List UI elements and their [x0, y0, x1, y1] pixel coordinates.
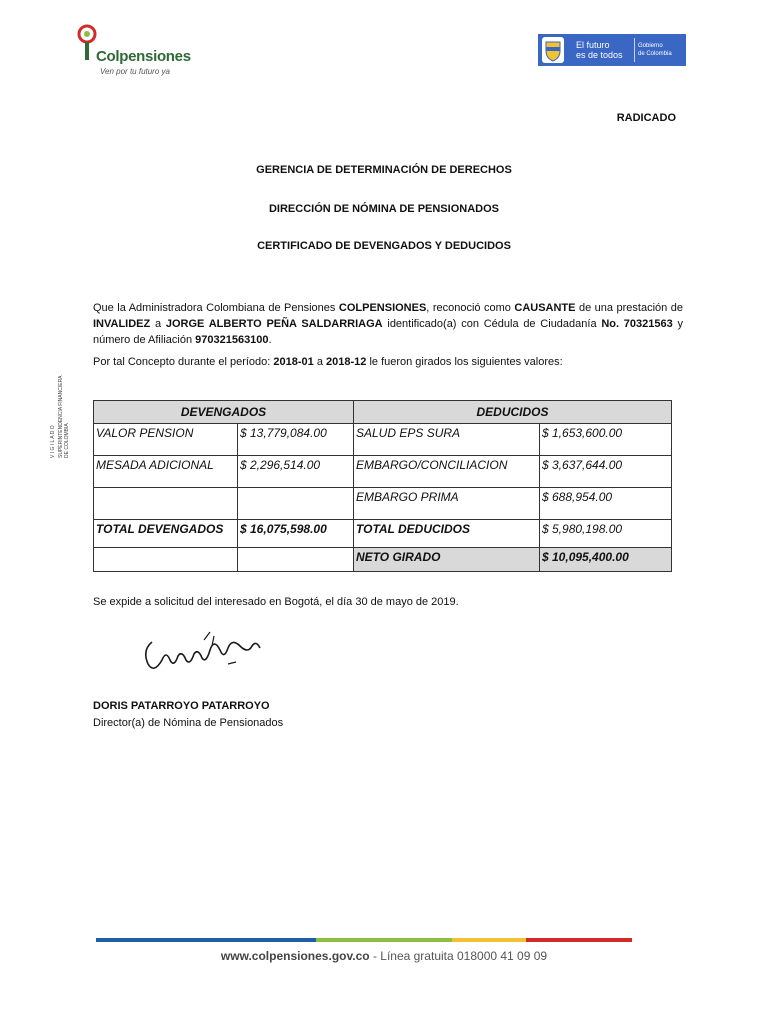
footer-phone: - Línea gratuita 018000 41 09 09	[369, 949, 548, 963]
ded-label: SALUD EPS SURA	[354, 424, 540, 456]
entity-name: COLPENSIONES	[338, 302, 427, 314]
beneficiary-name: JORGE ALBERTO PEÑA SALDARRIAGA	[165, 318, 383, 330]
dev-label	[94, 488, 238, 520]
coat-of-arms-icon	[542, 37, 564, 63]
certification-paragraph: Que la Administradora Colombiana de Pensiones COLPENSIONES, reconoció como CAUSANTE de una prestación de INVALIDEZ a JORGE ALBERTO PEÑA SALDARRIAGA identificado(a) con Cédula de Ciudadanía No. 70321563 y número de Afiliación 970321563100.	[93, 302, 684, 346]
period-end: 2018-12	[326, 356, 367, 368]
document-number: No. 70321563	[601, 318, 673, 330]
period-paragraph: Por tal Concepto durante el período: 2018-01 a 2018-12 le fueron girados los siguientes valores:	[93, 356, 563, 368]
signature-image	[140, 620, 270, 680]
affiliation-number: 970321563100	[195, 334, 269, 346]
empty-cell	[238, 548, 354, 572]
heading-gerencia: GERENCIA DE DETERMINACIÓN DE DERECHOS	[256, 164, 512, 176]
dev-value: $ 2,296,514.00	[238, 456, 354, 488]
heading-certificado: CERTIFICADO DE DEVENGADOS Y DEDUCIDOS	[257, 240, 511, 252]
brand-name: Colpensiones	[96, 48, 191, 65]
total-deducidos-value: $ 5,980,198.00	[540, 520, 672, 548]
neto-girado-label: NETO GIRADO	[354, 548, 540, 572]
period-start: 2018-01	[273, 356, 314, 368]
vigilado-stamp: V I G I L A D O SUPERINTENDENCIA FINANCIERA DE COLOMBIA	[50, 375, 70, 458]
table-header-row	[94, 401, 672, 424]
heading-direccion: DIRECCIÓN DE NÓMINA DE PENSIONADOS	[268, 203, 499, 215]
brand-tagline: Ven por tu futuro ya	[100, 67, 170, 76]
issued-statement: Se expide a solicitud del interesado en Bogotá, el día 30 de mayo de 2019.	[93, 596, 459, 608]
total-devengados-label: TOTAL DEVENGADOS	[94, 520, 238, 548]
table-row-totals	[94, 520, 672, 548]
dev-value: $ 13,779,084.00	[238, 424, 354, 456]
empty-cell	[94, 548, 238, 572]
table-row-neto	[94, 548, 672, 572]
pension-type: INVALIDEZ	[93, 318, 151, 330]
colpensiones-mark-icon	[76, 24, 98, 62]
role-causante: CAUSANTE	[514, 302, 576, 314]
dev-label: MESADA ADICIONAL	[94, 456, 238, 488]
neto-girado-value: $ 10,095,400.00	[540, 548, 672, 572]
ded-value: $ 1,653,600.00	[540, 424, 672, 456]
ded-label: EMBARGO PRIMA	[354, 488, 540, 520]
radicado-label: RADICADO	[616, 112, 676, 124]
gov-name: Gobierno de Colombia	[638, 43, 672, 57]
gov-slogan: El futuro es de todos	[576, 40, 623, 60]
table-row	[94, 424, 672, 456]
devengados-deducidos-table	[93, 400, 672, 572]
signer-title: Director(a) de Nómina de Pensionados	[93, 717, 284, 729]
ded-value: $ 688,954.00	[540, 488, 672, 520]
table-row	[94, 456, 672, 488]
footer-bar-yellow	[452, 938, 526, 942]
signer-name: DORIS PATARROYO PATARROYO	[93, 700, 270, 712]
footer-bar-blue	[96, 938, 316, 942]
footer-contact	[0, 949, 768, 963]
colpensiones-logo	[74, 20, 191, 82]
total-deducidos-label: TOTAL DEDUCIDOS	[354, 520, 540, 548]
government-logo	[538, 34, 686, 66]
dev-label: VALOR PENSION	[94, 424, 238, 456]
footer-bar-green	[316, 938, 452, 942]
footer-bar-red	[526, 938, 632, 942]
header-devengados: DEVENGADOS	[94, 401, 354, 424]
dev-value	[238, 488, 354, 520]
total-devengados-value: $ 16,075,598.00	[238, 520, 354, 548]
footer-url[interactable]: www.colpensiones.gov.co	[220, 949, 370, 963]
header-deducidos: DEDUCIDOS	[354, 401, 672, 424]
ded-label: EMBARGO/CONCILIACION	[354, 456, 540, 488]
ded-value: $ 3,637,644.00	[540, 456, 672, 488]
table-row	[94, 488, 672, 520]
